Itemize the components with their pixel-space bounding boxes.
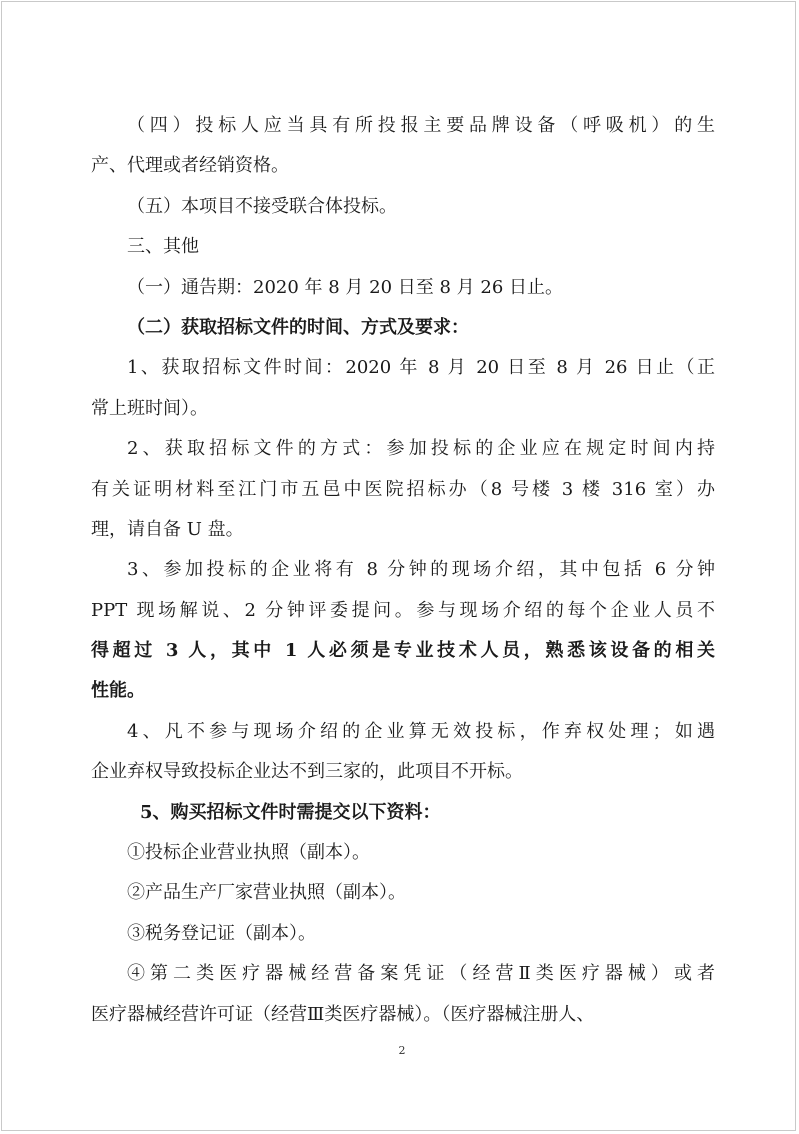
text-line: 有关证明材料至江门市五邑中医院招标办（8 号楼 3 楼 316 室）办 — [91, 478, 715, 500]
text-line: 3、参加投标的企业将有 8 分钟的现场介绍，其中包括 6 分钟 — [127, 559, 715, 581]
text-line: （四）投标人应当具有所投报主要品牌设备（呼吸机）的生 — [127, 115, 715, 136]
subsection-heading: 5、购买招标文件时需提交以下资料： — [140, 801, 441, 823]
list-item: ②产品生产厂家营业执照（副本）。 — [127, 882, 406, 904]
list-item: ④第二类医疗器械经营备案凭证（经营Ⅱ类医疗器械）或者 — [127, 963, 715, 985]
text-line: 2、获取招标文件的方式：参加投标的企业应在规定时间内持 — [127, 438, 715, 460]
text-line: 性能。 — [91, 680, 145, 702]
text-line: 医疗器械经营许可证（经营Ⅲ类医疗器械）。（医疗器械注册人、 — [91, 1003, 595, 1025]
text-line: PPT 现场解说、2 分钟评委提问。参与现场介绍的每个企业人员不 — [91, 599, 715, 621]
text-line: 1、获取招标文件时间：2020 年 8 月 20 日至 8 月 26 日止（正 — [127, 357, 715, 379]
text-line: 企业弃权导致投标企业达不到三家的，此项目不开标。 — [91, 761, 523, 783]
text-line: （五）本项目不接受联合体投标。 — [127, 195, 397, 217]
text-line: 常上班时间）。 — [91, 397, 208, 419]
list-item: ③税务登记证（副本）。 — [127, 922, 316, 944]
text-line: 4、凡不参与现场介绍的企业算无效投标，作弃权处理；如遇 — [127, 720, 715, 742]
text-line: 理，请自备 U 盘。 — [91, 518, 244, 540]
document-page — [1, 1, 796, 1131]
page-number: 2 — [398, 1044, 406, 1057]
text-line: 得超过 3 人，其中 1 人必须是专业技术人员，熟悉该设备的相关 — [91, 640, 715, 662]
document-body — [91, 106, 715, 1035]
list-item: ①投标企业营业执照（副本）。 — [127, 842, 370, 864]
text-line: 产、代理或者经销资格。 — [91, 155, 289, 177]
text-line: （一）通告期：2020 年 8 月 20 日至 8 月 26 日止。 — [127, 276, 564, 298]
section-heading: 三、其他 — [127, 236, 199, 258]
subsection-heading: （二）获取招标文件的时间、方式及要求： — [127, 316, 469, 338]
